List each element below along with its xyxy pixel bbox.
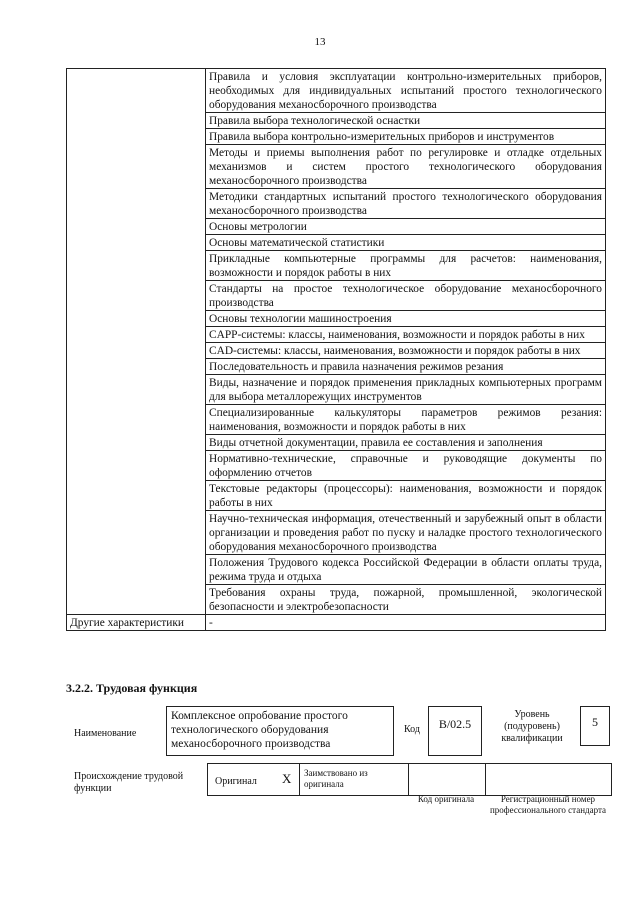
left-cell-empty (67, 585, 206, 615)
section-title: 3.2.2. Трудовая функция (66, 681, 198, 695)
left-cell-empty (67, 359, 206, 375)
left-cell-empty (67, 327, 206, 343)
table-row (67, 311, 606, 327)
knowledge-item: Основы метрологии (206, 219, 606, 235)
origin-row (207, 763, 612, 796)
original-mark: X (282, 771, 292, 786)
knowledge-item: Научно-техническая информация, отечественный и зарубежный опыт в области организации и проведения работ по пуску и наладке простого технологического оборудования механосборочного производства (206, 511, 606, 555)
level-value: 5 (592, 715, 598, 729)
left-cell-empty (67, 375, 206, 405)
left-cell-empty (67, 555, 206, 585)
table-row (67, 251, 606, 281)
code-value: B/02.5 (438, 717, 472, 731)
table-row (67, 343, 606, 359)
knowledge-item: Правила выбора контрольно-измерительных приборов и инструментов (206, 129, 606, 145)
left-cell-empty (67, 435, 206, 451)
other-characteristics-row (67, 615, 606, 631)
other-characteristics-value: - (206, 615, 606, 631)
left-cell-empty (67, 281, 206, 311)
table-row (67, 281, 606, 311)
knowledge-item: Прикладные компьютерные программы для расчетов: наименования, возможности и порядок работы в них (206, 251, 606, 281)
left-cell-empty (67, 129, 206, 145)
level-label: Уровень (подуровень) квалификации (501, 709, 563, 744)
table-row (67, 113, 606, 129)
knowledge-item: Методики стандартных испытаний простого технологического оборудования механосборочного производства (206, 189, 606, 219)
knowledge-item: Последовательность и правила назначения режимов резания (206, 359, 606, 375)
table-row (67, 69, 606, 113)
table-row (67, 189, 606, 219)
left-cell-empty (67, 189, 206, 219)
function-name-value: Комплексное опробование простого технологического оборудования механосборочного производства (171, 710, 348, 750)
left-cell-empty (67, 481, 206, 511)
function-name-box (166, 706, 394, 756)
page-number: 13 (314, 36, 326, 48)
table-row (67, 511, 606, 555)
table-row (67, 359, 606, 375)
table-row (67, 405, 606, 435)
code-box (428, 706, 482, 756)
reg-number-caption: Регистрационный номер профессионального стандарта (489, 794, 607, 815)
origin-label: Происхождение трудовой функции (74, 771, 184, 794)
knowledge-table (66, 68, 606, 631)
table-row (67, 235, 606, 251)
code-original-caption: Код оригинала (417, 794, 475, 804)
table-row (67, 585, 606, 615)
knowledge-item: Основы математической статистики (206, 235, 606, 251)
left-cell-empty (67, 69, 206, 113)
knowledge-item: Положения Трудового кодекса Российской Федерации в области оплаты труда, режима труда и отдыха (206, 555, 606, 585)
left-cell-empty (67, 145, 206, 189)
table-row (67, 375, 606, 405)
knowledge-item: Специализированные калькуляторы параметров режимов резания: наименования, возможности и порядок работы в них (206, 405, 606, 435)
left-cell-empty (67, 405, 206, 435)
table-row (67, 219, 606, 235)
left-cell-empty (67, 251, 206, 281)
knowledge-item: Правила и условия эксплуатации контрольно-измерительных приборов, необходимых для индивидуальных испытаний простого технологического оборудования механосборочного производства (206, 69, 606, 113)
knowledge-item: Виды отчетной документации, правила ее составления и заполнения (206, 435, 606, 451)
knowledge-item: CAPP-системы: классы, наименования, возможности и порядок работы в них (206, 327, 606, 343)
borrowed-label: Заимствовано из оригинала (304, 768, 368, 789)
table-row (67, 327, 606, 343)
knowledge-item: Стандарты на простое технологическое оборудование механосборочного производства (206, 281, 606, 311)
knowledge-item: Требования охраны труда, пожарной, промышленной, экологической безопасности и электробезопасности (206, 585, 606, 615)
knowledge-item: Методы и приемы выполнения работ по регулировке и отладке отдельных механизмов и систем простого технологического оборудования механосборочного производства (206, 145, 606, 189)
code-label: Код (404, 724, 420, 735)
table-row (67, 435, 606, 451)
other-characteristics-label: Другие характеристики (67, 615, 206, 631)
knowledge-item: Виды, назначение и порядок применения прикладных компьютерных программ для выбора металлорежущих инструментов (206, 375, 606, 405)
knowledge-item: Правила выбора технологической оснастки (206, 113, 606, 129)
table-row (67, 451, 606, 481)
table-row (67, 555, 606, 585)
left-cell-empty (67, 511, 206, 555)
left-cell-empty (67, 219, 206, 235)
knowledge-item: Основы технологии машиностроения (206, 311, 606, 327)
left-cell-empty (67, 451, 206, 481)
left-cell-empty (67, 311, 206, 327)
level-box (580, 706, 610, 746)
left-cell-empty (67, 235, 206, 251)
table-row (67, 481, 606, 511)
knowledge-item: Нормативно-технические, справочные и руководящие документы по оформлению отчетов (206, 451, 606, 481)
knowledge-item: CAD-системы: классы, наименования, возможности и порядок работы в них (206, 343, 606, 359)
table-row (67, 145, 606, 189)
name-label: Наименование (74, 728, 137, 739)
table-row (67, 129, 606, 145)
left-cell-empty (67, 343, 206, 359)
knowledge-item: Текстовые редакторы (процессоры): наименования, возможности и порядок работы в них (206, 481, 606, 511)
original-label: Оригинал (215, 776, 257, 787)
left-cell-empty (67, 113, 206, 129)
